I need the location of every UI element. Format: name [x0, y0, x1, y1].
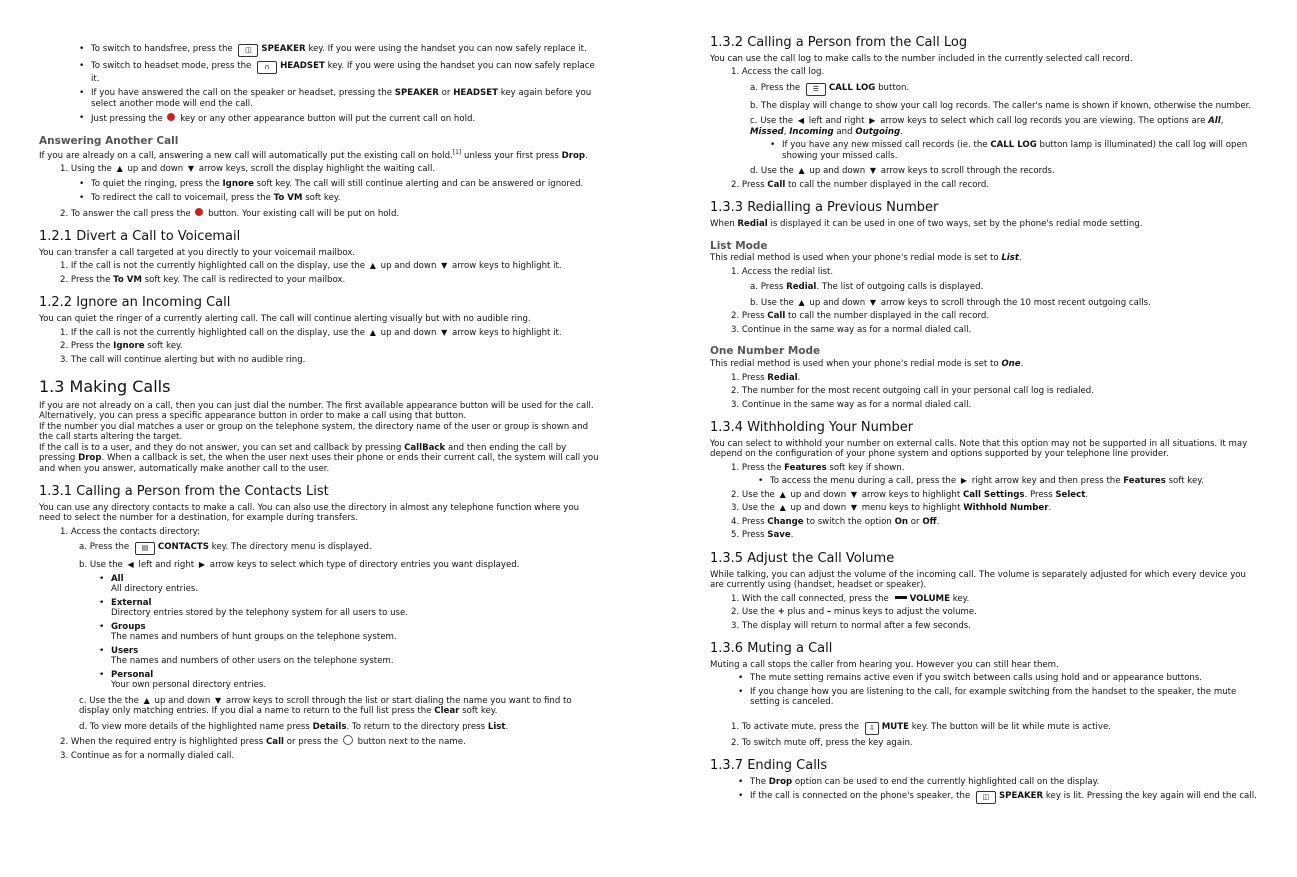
paragraph: If you are not already on a call, then you can just dial the number. The first available appearance button will be used for the call. Alternatively, you can press a specific appearance button in order to make a call using that button. [39, 400, 594, 422]
section-heading: 1.2.1 Divert a Call to Voicemail [39, 229, 241, 245]
paragraph: Muting a call stops the caller from hearing you. However you can still hear them. [710, 659, 1059, 670]
sub-step: c. Use the the ▲ up and down ▼ arrow keys to scroll through the list or start dialing the name you want to find to display only matching entries. If you dial a name to return to the full list press the Clear soft key. [79, 695, 572, 717]
list-item: • Groups The names and numbers of hunt groups on the telephone system. [111, 622, 599, 643]
step: 2. The number for the most recent outgoing call in your personal call log is redialed. [731, 386, 1094, 397]
hold-icon [167, 113, 175, 121]
list-item: • The Drop option can be used to end the currently highlighted call on the display. [750, 777, 1258, 787]
down-arrow-icon: ▼ [215, 695, 222, 705]
paragraph: You can select to withhold your number on external calls. Note that this option may not be supported in all situations. It may depend on the configuration of your phone system and options supported by your telephone line provider. [710, 438, 1248, 460]
sub-step: b. Use the ▲ up and down ▼ arrow keys to scroll through the 10 most recent outgoing calls. [750, 297, 1151, 308]
step: 2. When the required entry is highlighted press Call or press the button next to the name. [60, 737, 466, 748]
list-item: • If the call is connected on the phone's speaker, the ◫ SPEAKER key is lit. Pressing the key again will end the call. [750, 791, 1258, 804]
step: 2. Use the + plus and – minus keys to adjust the volume. [731, 607, 977, 618]
step: 3. Continue in the same way as for a normal dialed call. [731, 399, 972, 410]
list-item: • Just pressing the key or any other appearance button will put the current call on hold. [91, 113, 599, 124]
step: 1. Press Redial. [731, 372, 801, 383]
call-log-key-icon: ☰ [806, 83, 826, 96]
step: 1. Access the contacts directory: [60, 526, 201, 537]
step: 3. Continue as for a normally dialed call. [60, 750, 235, 761]
paragraph: You can transfer a call targeted at you directly to your voicemail mailbox. [39, 247, 356, 258]
section-heading: List Mode [710, 239, 768, 252]
section-heading: 1.3.7 Ending Calls [710, 758, 828, 774]
list-item: • If you have answered the call on the speaker or headset, pressing the SPEAKER or HEADSET key again before you select another mode will end the call. [91, 88, 599, 109]
paragraph: When Redial is displayed it can be used in one of two ways, set by the phone's redial mode setting. [710, 219, 1143, 230]
right-arrow-icon: ▶ [198, 560, 206, 570]
step: 1. If the call is not the currently highlighted call on the display, use the ▲ up and down ▼ arrow keys to highlight it. [60, 327, 562, 338]
list-item: • To access the menu during a call, press the ▶ right arrow key and then press the Features soft key. [770, 476, 1258, 486]
sub-step: a. Press Redial. The list of outgoing calls is displayed. [750, 282, 984, 293]
section-heading: 1.3.4 Withholding Your Number [710, 420, 914, 435]
step: 2. Press the Ignore soft key. [60, 341, 183, 352]
paragraph: You can use the call log to make calls to the number included in the currently selected call record. [710, 53, 1133, 64]
up-arrow-icon: ▲ [369, 327, 376, 337]
paragraph: This redial method is used when your phone's redial mode is set to List. [710, 253, 1022, 264]
volume-icon [895, 596, 907, 599]
step: 1. Access the call log. [731, 67, 825, 78]
up-arrow-icon: ▲ [779, 489, 786, 499]
answer-icon [195, 208, 203, 216]
up-arrow-icon: ▲ [143, 695, 150, 705]
down-arrow-icon: ▼ [850, 503, 858, 513]
mute-key-icon: ⇩ [865, 722, 879, 735]
paragraph: You can quiet the ringer of a currently alerting call. The call will continue alerting visually but with no audible ring. [39, 314, 531, 325]
paragraph: If you are already on a call, answering a new call will automatically put the existing call on hold.[1] unless your first press Drop. [39, 148, 588, 161]
right-column [710, 30, 1258, 807]
step: 3. The display will return to normal after a few seconds. [731, 620, 972, 631]
list-item: • The mute setting remains active even if you switch between calls using hold and or appearance buttons. [750, 673, 1258, 683]
step: 5. Press Save. [731, 530, 794, 541]
paragraph: If the number you dial matches a user or group on the telephone system, the directory name of the user or group is shown and the call starts altering the target. [39, 421, 589, 443]
sub-step: d. Use the ▲ up and down ▼ arrow keys to scroll through the records. [750, 166, 1055, 177]
step: 2. Press Call to call the number displayed in the call record. [731, 311, 990, 322]
paragraph: You can use any directory contacts to make a call. You can also use the directory in almost any telephone function where you need to select the number for a destination, for example during transfers. [39, 502, 580, 524]
up-arrow-icon: ▲ [798, 166, 805, 176]
step: 1. If the call is not the currently highlighted call on the display, use the ▲ up and down ▼ arrow keys to highlight it. [60, 261, 562, 272]
section-heading: Answering Another Call [39, 134, 179, 147]
up-arrow-icon: ▲ [798, 297, 805, 307]
list-item: • External Directory entries stored by the telephony system for all users to use. [111, 598, 599, 619]
right-arrow-icon: ▶ [960, 476, 968, 486]
step: 2. To switch mute off, press the key again. [731, 737, 913, 748]
right-arrow-icon: ▶ [869, 116, 876, 126]
down-arrow-icon: ▼ [441, 261, 448, 271]
section-heading: 1.3 Making Calls [39, 377, 171, 397]
paragraph: This redial method is used when your phone's redial mode is set to One. [710, 359, 1024, 370]
step: 1. Press the Features soft key if shown. [731, 462, 905, 473]
step: 3. Continue in the same way as for a normal dialed call. [731, 324, 972, 335]
step: 1. Access the redial list. [731, 266, 834, 277]
down-arrow-icon: ▼ [869, 297, 877, 307]
sub-step: a. Press the ▤ CONTACTS key. The directory menu is displayed. [79, 542, 599, 555]
list-item: • Users The names and numbers of other users on the telephone system. [111, 646, 599, 667]
down-arrow-icon: ▼ [187, 164, 195, 174]
speaker-key-icon: ◫ [238, 44, 258, 57]
up-arrow-icon: ▲ [779, 503, 786, 513]
list-item: • To quiet the ringing, press the Ignore soft key. The call will still continue alerting and can be answered or ignored. [91, 179, 599, 189]
headset-key-icon: ∩ [257, 61, 277, 74]
step: 2. Press Call to call the number displayed in the call record. [731, 179, 990, 190]
step: 2. Press the To VM soft key. The call is redirected to your mailbox. [60, 274, 346, 285]
paragraph: While talking, you can adjust the volume of the incoming call. The volume is separately adjusted for which every device you are currently using (handset, headset or speaker). [710, 569, 1246, 591]
appearance-button-icon [343, 735, 353, 745]
list-item: • If you have any new missed call records (ie. the CALL LOG button lamp is illuminated) the call log will open showing your missed calls. [782, 140, 1258, 161]
paragraph: If the call is to a user, and they do not answer, you can set and callback by pressing CallBack and then ending the call by pressing Drop. When a callback is set, the when the user next uses their phone or ends their current call, the system will call you and when you answer, automatically make another call to the user. [39, 442, 599, 474]
list-item: • Personal Your own personal directory entries. [111, 670, 599, 691]
step: 4. Press Change to switch the option On or Off. [731, 516, 940, 527]
list-item: • To switch to handsfree, press the ◫ SPEAKER key. If you were using the handset you can now safely replace it. [91, 44, 599, 57]
up-arrow-icon: ▲ [369, 261, 376, 271]
up-arrow-icon: ▲ [116, 164, 123, 174]
section-heading: 1.2.2 Ignore an Incoming Call [39, 295, 231, 311]
sub-step: c. Use the ◀ left and right ▶ arrow keys to select which call log records you are viewing. The options are All, Missed, Incoming and Outgoing. [750, 116, 1224, 137]
down-arrow-icon: ▼ [850, 489, 858, 499]
sub-step: b. The display will change to show your call log records. The caller's name is shown if known, otherwise the number. [750, 100, 1252, 111]
step: 2. To answer the call press the button. Your existing call will be put on hold. [60, 208, 400, 219]
step: 1. Using the ▲ up and down ▼ arrow keys, scroll the display highlight the waiting call. [60, 164, 436, 175]
section-heading: 1.3.1 Calling a Person from the Contacts List [39, 484, 329, 500]
sub-step: d. To view more details of the highlighted name press Details. To return to the directory press List. [79, 721, 509, 732]
section-heading: 1.3.3 Redialling a Previous Number [710, 200, 939, 216]
left-column [39, 30, 599, 764]
step: 3. The call will continue alerting but with no audible ring. [60, 354, 306, 365]
contacts-key-icon: ▤ [135, 542, 155, 555]
section-heading: 1.3.5 Adjust the Call Volume [710, 550, 895, 566]
left-arrow-icon: ◀ [797, 116, 804, 126]
sub-step: a. Press the ☰ CALL LOG button. [750, 83, 1258, 96]
sub-step: b. Use the ◀ left and right ▶ arrow keys to select which type of directory entries you want displayed. [79, 560, 520, 571]
list-item: • All All directory entries. [111, 574, 599, 595]
list-item: • To redirect the call to voicemail, press the To VM soft key. [91, 193, 599, 203]
speaker-key-icon: ◫ [976, 791, 996, 804]
down-arrow-icon: ▼ [441, 327, 448, 337]
left-arrow-icon: ◀ [127, 560, 134, 570]
down-arrow-icon: ▼ [869, 166, 877, 176]
step: 1. With the call connected, press the VOLUME key. [731, 593, 970, 604]
section-heading: 1.3.2 Calling a Person from the Call Log [710, 35, 968, 50]
section-heading: 1.3.6 Muting a Call [710, 641, 833, 657]
step: 1. To activate mute, press the ⇩ MUTE key. The button will be lit while mute is active. [731, 722, 1258, 735]
list-item: • To switch to headset mode, press the ∩ HEADSET key. If you were using the handset you can now safely replace it. [91, 61, 599, 84]
list-item: • If you change how you are listening to the call, for example switching from the handset to the speaker, the mute setting is canceled. [750, 687, 1258, 708]
step: 3. Use the ▲ up and down ▼ menu keys to highlight Withhold Number. [731, 503, 1052, 514]
section-heading: One Number Mode [710, 345, 821, 358]
step: 2. Use the ▲ up and down ▼ arrow keys to highlight Call Settings. Press Select. [731, 489, 1089, 500]
